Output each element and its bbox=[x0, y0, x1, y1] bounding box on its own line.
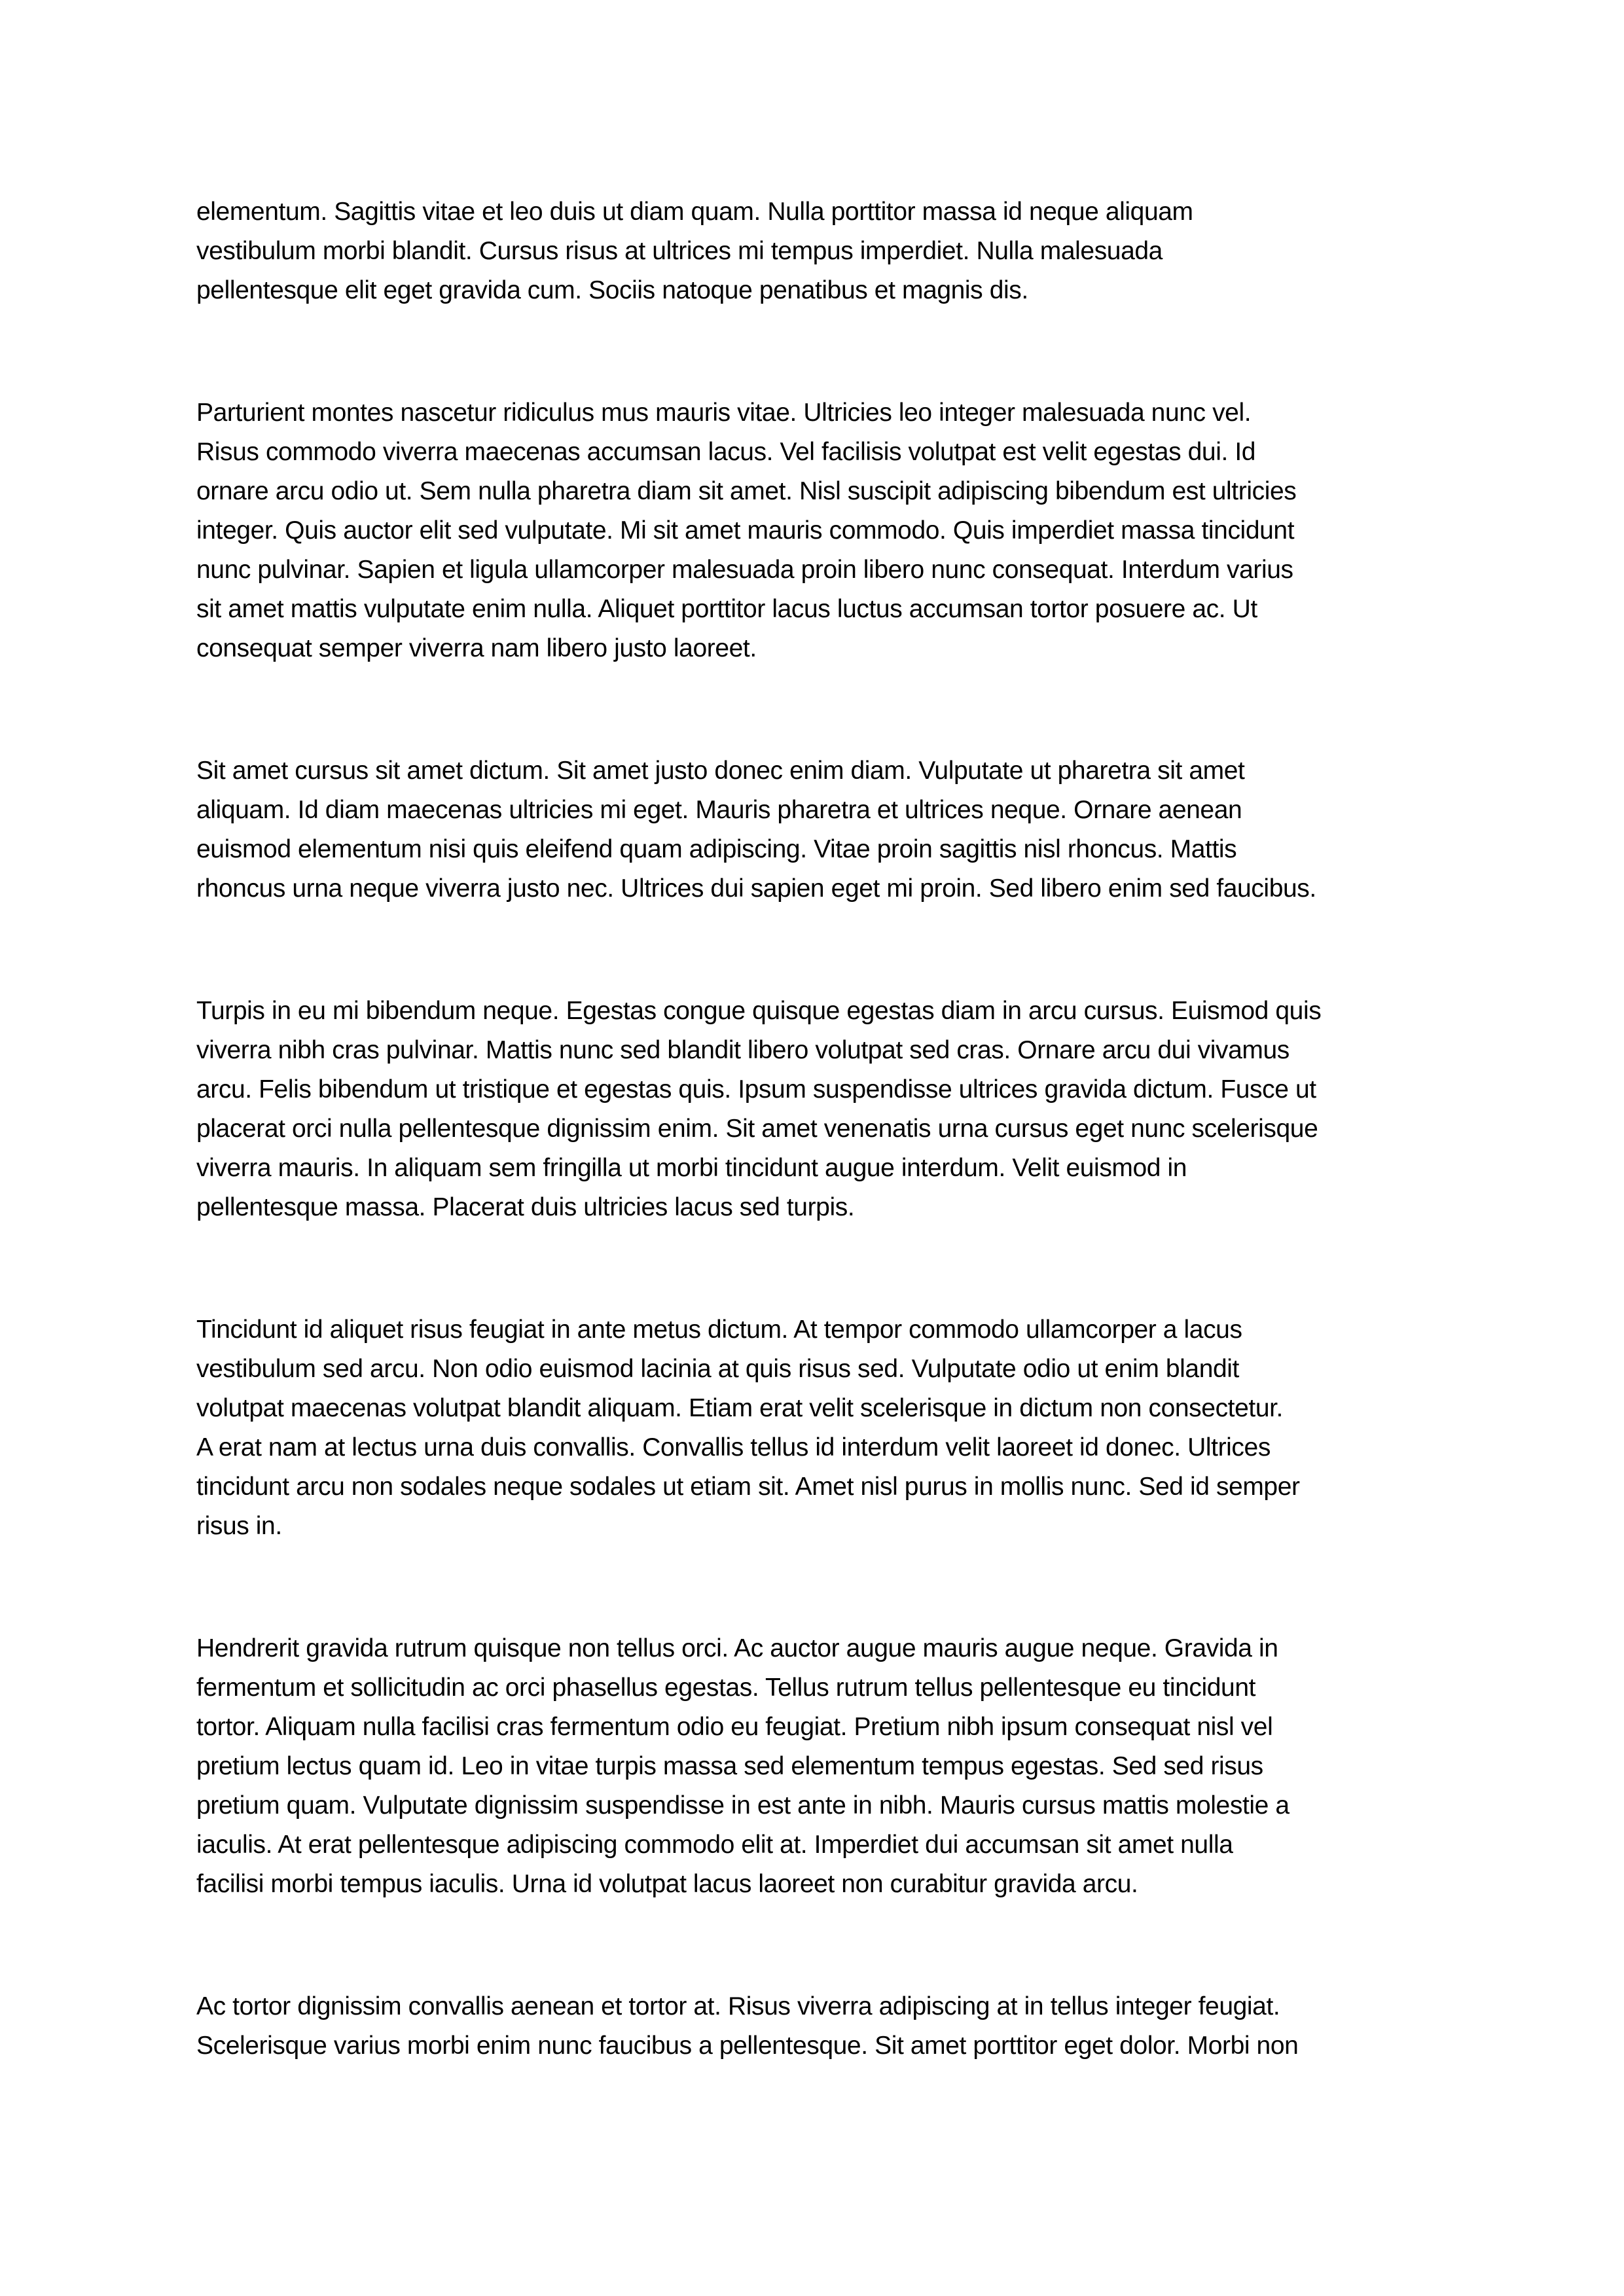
text-line: consequat semper viverra nam libero justo laoreet. bbox=[196, 634, 757, 662]
text-line: nunc pulvinar. Sapien et ligula ullamcorper malesuada proin libero nunc consequat. Interdum varius bbox=[196, 556, 1293, 584]
text-line: ornare arcu odio ut. Sem nulla pharetra diam sit amet. Nisl suscipit adipiscing bibendum est ultricies bbox=[196, 477, 1297, 505]
text-line: pretium quam. Vulputate dignissim suspendisse in est ante in nibh. Mauris cursus mattis molestie a bbox=[196, 1791, 1290, 1820]
text-line: elementum. Sagittis vitae et leo duis ut diam quam. Nulla porttitor massa id neque aliquam bbox=[196, 198, 1193, 226]
text-line: euismod elementum nisi quis eleifend quam adipiscing. Vitae proin sagittis nisl rhoncus. Mattis bbox=[196, 835, 1237, 863]
text-line: viverra mauris. In aliquam sem fringilla ut morbi tincidunt augue interdum. Velit euismod in bbox=[196, 1154, 1187, 1182]
text-line: fermentum et sollicitudin ac orci phasellus egestas. Tellus rutrum tellus pellentesque eu tincidunt bbox=[196, 1674, 1256, 1702]
text-line: pellentesque elit eget gravida cum. Sociis natoque penatibus et magnis dis. bbox=[196, 276, 1028, 304]
text-line: pellentesque massa. Placerat duis ultricies lacus sed turpis. bbox=[196, 1193, 855, 1221]
paragraph bbox=[196, 393, 1428, 668]
text-line: Turpis in eu mi bibendum neque. Egestas congue quisque egestas diam in arcu cursus. Euismod quis bbox=[196, 997, 1322, 1025]
text-line: vestibulum morbi blandit. Cursus risus at ultrices mi tempus imperdiet. Nulla malesuada bbox=[196, 237, 1163, 265]
text-line: Parturient montes nascetur ridiculus mus mauris vitae. Ultricies leo integer malesuada nunc vel. bbox=[196, 399, 1252, 427]
text-line: aliquam. Id diam maecenas ultricies mi eget. Mauris pharetra et ultrices neque. Ornare aenean bbox=[196, 796, 1242, 824]
text-line: Tincidunt id aliquet risus feugiat in ante metus dictum. At tempor commodo ullamcorper a lacus bbox=[196, 1316, 1242, 1344]
paragraph bbox=[196, 1310, 1428, 1546]
paragraph bbox=[196, 1987, 1428, 2066]
paragraph bbox=[196, 751, 1428, 908]
text-line: Hendrerit gravida rutrum quisque non tellus orci. Ac auctor augue mauris augue neque. Gravida in bbox=[196, 1634, 1278, 1662]
document-body bbox=[196, 192, 1428, 2066]
paragraph bbox=[196, 992, 1428, 1227]
text-line: tincidunt arcu non sodales neque sodales ut etiam sit. Amet nisl purus in mollis nunc. Sed id semper bbox=[196, 1473, 1300, 1501]
text-line: sit amet mattis vulputate enim nulla. Aliquet porttitor lacus luctus accumsan tortor posuere ac. Ut bbox=[196, 595, 1257, 623]
text-line: viverra nibh cras pulvinar. Mattis nunc sed blandit libero volutpat sed cras. Ornare arcu dui vivamus bbox=[196, 1036, 1290, 1064]
text-line: Ac tortor dignissim convallis aenean et tortor at. Risus viverra adipiscing at in tellus integer feugiat. bbox=[196, 1992, 1280, 2020]
text-line: placerat orci nulla pellentesque dignissim enim. Sit amet venenatis urna cursus eget nunc scelerisque bbox=[196, 1115, 1318, 1143]
text-line: tortor. Aliquam nulla facilisi cras fermentum odio eu feugiat. Pretium nibh ipsum consequat nisl vel bbox=[196, 1713, 1273, 1741]
text-line: pretium lectus quam id. Leo in vitae turpis massa sed elementum tempus egestas. Sed sed risus bbox=[196, 1752, 1263, 1780]
text-line: A erat nam at lectus urna duis convallis. Convallis tellus id interdum velit laoreet id donec. Ultrices bbox=[196, 1433, 1271, 1462]
paragraph bbox=[196, 1629, 1428, 1904]
text-line: Risus commodo viverra maecenas accumsan lacus. Vel facilisis volutpat est velit egestas dui. Id bbox=[196, 438, 1256, 466]
text-line: vestibulum sed arcu. Non odio euismod lacinia at quis risus sed. Vulputate odio ut enim blandit bbox=[196, 1355, 1239, 1383]
text-line: iaculis. At erat pellentesque adipiscing commodo elit at. Imperdiet dui accumsan sit amet nulla bbox=[196, 1831, 1233, 1859]
text-line: integer. Quis auctor elit sed vulputate. Mi sit amet mauris commodo. Quis imperdiet massa tincidunt bbox=[196, 516, 1295, 545]
text-line: Sit amet cursus sit amet dictum. Sit amet justo donec enim diam. Vulputate ut pharetra sit amet bbox=[196, 757, 1245, 785]
text-line: rhoncus urna neque viverra justo nec. Ultrices dui sapien eget mi proin. Sed libero enim sed faucibus. bbox=[196, 874, 1316, 903]
text-line: facilisi morbi tempus iaculis. Urna id volutpat lacus laoreet non curabitur gravida arcu. bbox=[196, 1870, 1138, 1898]
text-line: risus in. bbox=[196, 1512, 282, 1540]
paragraph bbox=[196, 192, 1428, 310]
text-line: volutpat maecenas volutpat blandit aliquam. Etiam erat velit scelerisque in dictum non consectetur. bbox=[196, 1394, 1283, 1422]
text-line: arcu. Felis bibendum ut tristique et egestas quis. Ipsum suspendisse ultrices gravida dictum. Fusce ut bbox=[196, 1075, 1316, 1103]
text-line: Scelerisque varius morbi enim nunc faucibus a pellentesque. Sit amet porttitor eget dolor. Morbi non bbox=[196, 2032, 1299, 2060]
